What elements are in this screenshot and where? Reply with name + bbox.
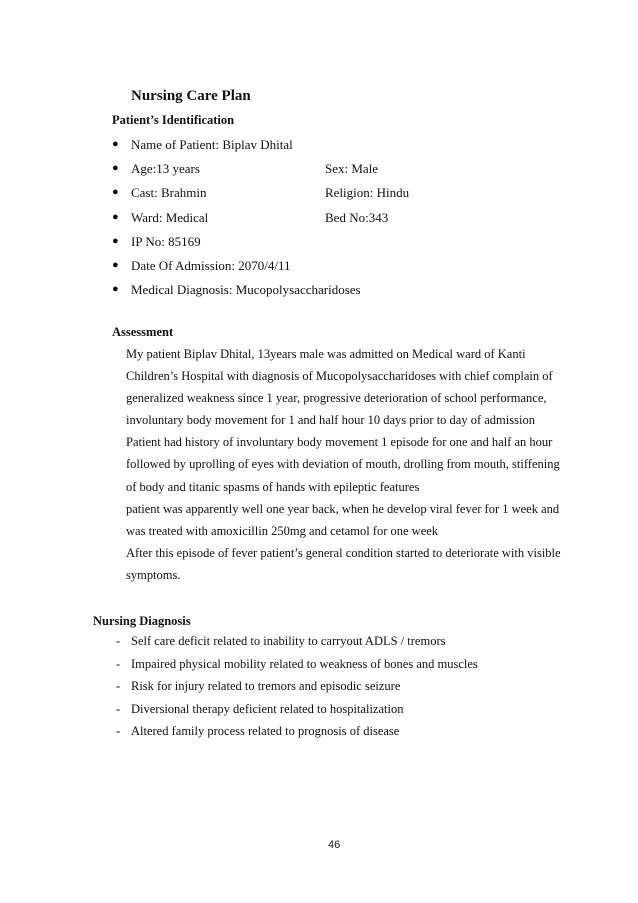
assessment-line: Patient had history of involuntary body movement 1 episode for one and half an hour — [126, 435, 553, 450]
dash-bullet: - — [116, 679, 121, 694]
list-item — [116, 657, 596, 680]
diagnosis-item: Impaired physical mobility related to weakness of bones and muscles — [131, 656, 478, 671]
dash-bullet: - — [116, 701, 121, 716]
list-item — [112, 137, 592, 161]
dash-bullet: - — [116, 634, 121, 648]
diagnosis-item: Risk for injury related to tremors and episodic seizure — [131, 679, 401, 694]
bullet-icon: ● — [112, 234, 119, 247]
assessment-line: After this episode of fever patient’s general condition started to deteriorate with visible — [126, 545, 561, 560]
bullet-icon: ● — [112, 210, 119, 223]
identification-list — [112, 137, 592, 306]
patient-name: Name of Patient: Biplav Dhital — [131, 137, 293, 152]
list-item — [112, 234, 592, 258]
admission-date: Date Of Admission: 2070/4/11 — [131, 257, 291, 273]
assessment-line: followed by uprolling of eyes with deviation of mouth, drolling from mouth, stiffening — [126, 457, 560, 472]
assessment-line: My patient Biplav Dhital, 13years male was admitted on Medical ward of Kanti — [126, 347, 526, 361]
list-item — [112, 161, 592, 185]
assessment-heading: Assessment — [112, 325, 174, 339]
list-item — [112, 282, 592, 306]
dash-bullet: - — [116, 724, 121, 739]
patient-age: Age:13 years — [131, 161, 200, 177]
list-item — [112, 210, 592, 234]
list-item — [116, 702, 596, 725]
list-item — [112, 185, 592, 209]
list-item — [116, 634, 596, 657]
assessment-text — [126, 347, 596, 590]
bullet-icon: ● — [112, 258, 119, 271]
page-title: Nursing Care Plan — [131, 88, 251, 104]
dash-bullet: - — [116, 656, 121, 671]
list-item — [116, 679, 596, 702]
diagnosis-item: Altered family process related to prognosis of disease — [131, 724, 400, 739]
bullet-icon: ● — [112, 283, 119, 296]
nursing-diagnosis-heading: Nursing Diagnosis — [93, 614, 191, 628]
assessment-line: symptoms. — [126, 567, 181, 582]
list-item — [116, 724, 596, 747]
assessment-line: Children’s Hospital with diagnosis of Mucopolysaccharidoses with chief complain of — [126, 369, 553, 384]
assessment-line: involuntary body movement for 1 and half hour 10 days prior to day of admission — [126, 413, 535, 428]
nursing-diagnosis-list — [116, 634, 596, 747]
bullet-icon: ● — [112, 162, 119, 175]
patient-ip-no: IP No: 85169 — [131, 233, 201, 249]
bullet-icon: ● — [112, 138, 119, 150]
diagnosis-item: Self care deficit related to inability to carryout ADLS / tremors — [131, 634, 446, 648]
assessment-line: generalized weakness since 1 year, progressive deterioration of school performance, — [126, 391, 547, 406]
assessment-line: was treated with amoxicillin 250mg and cetamol for one week — [126, 523, 439, 538]
list-item — [112, 258, 592, 282]
medical-diagnosis: Medical Diagnosis: Mucopolysaccharidoses — [131, 282, 361, 298]
patient-ward: Ward: Medical — [131, 209, 209, 225]
page-number: 46 — [328, 839, 341, 851]
patient-religion: Religion: Hindu — [325, 185, 410, 201]
patient-sex: Sex: Male — [325, 161, 379, 177]
assessment-line: of body and titanic spasms of hands with epileptic features — [126, 479, 420, 494]
assessment-line: patient was apparently well one year back, when he develop viral fever for 1 week and — [126, 501, 560, 516]
bullet-icon: ● — [112, 186, 119, 199]
patient-cast: Cast: Brahmin — [131, 185, 207, 201]
patient-bed: Bed No:343 — [325, 209, 389, 225]
identification-heading: Patient’s Identification — [112, 113, 235, 127]
diagnosis-item: Diversional therapy deficient related to hospitalization — [131, 701, 404, 716]
